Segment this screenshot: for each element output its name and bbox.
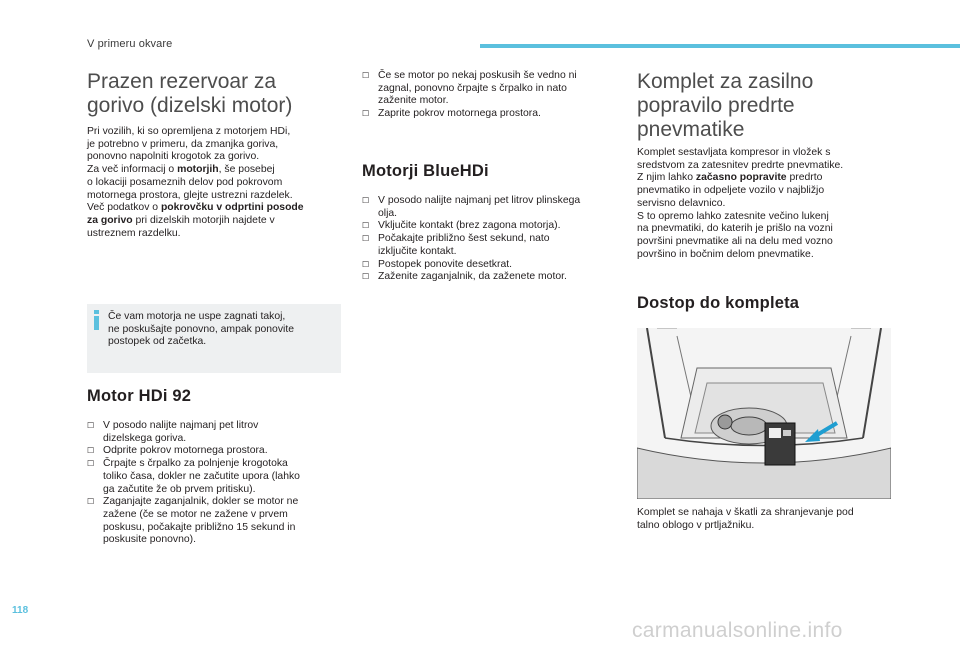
intro-paragraph bbox=[87, 126, 347, 240]
text-line: je potrebno v primeru, da zmanjka goriva, bbox=[87, 138, 279, 150]
text: V posodo nalijte najmanj pet litrov plinskega bbox=[378, 195, 581, 206]
trunk-kit-illustration bbox=[637, 328, 891, 499]
list-item bbox=[87, 496, 347, 547]
text-line: servisno delavnico. bbox=[637, 197, 726, 209]
text-line: Komplet sestavljata kompresor in vložek s bbox=[637, 147, 831, 158]
section-header: V primeru okvare bbox=[87, 38, 173, 50]
text-line: pnevmatiko in odpeljete vozilo v najbližjo bbox=[637, 185, 825, 197]
info-icon bbox=[90, 310, 104, 330]
list-item bbox=[362, 233, 627, 258]
info-text bbox=[108, 311, 333, 349]
list-item bbox=[362, 70, 627, 108]
list-item bbox=[362, 195, 627, 220]
text-line: Če vam motorja ne uspe zagnati takoj, bbox=[108, 311, 286, 322]
text: Zaženite zaganjalnik, da zaženete motor. bbox=[378, 271, 567, 283]
list-item bbox=[362, 220, 627, 233]
page-number: 118 bbox=[12, 605, 29, 616]
text: Zaprite pokrov motornega prostora. bbox=[378, 108, 541, 120]
text-line: Pri vozilih, ki so opremljena z motorjem HDi, bbox=[87, 126, 291, 137]
text: Če se motor po nekaj poskusih še vedno ni bbox=[378, 70, 577, 81]
list-item bbox=[362, 108, 627, 121]
checkbox-bullet-icon: ☐ bbox=[87, 446, 95, 456]
list-item bbox=[87, 458, 347, 496]
text: zagnal, ponovno črpajte s črpalko in nato bbox=[378, 82, 567, 94]
text: Z njim lahko bbox=[637, 172, 696, 184]
list-item bbox=[87, 420, 347, 445]
text-line: ne poskušajte ponovno, ampak ponovite bbox=[108, 323, 295, 335]
text: , še posebej bbox=[218, 164, 275, 176]
bold-link: motorjih bbox=[177, 164, 219, 176]
title-line: popravilo predrte bbox=[637, 94, 795, 117]
checkbox-bullet-icon: ☐ bbox=[87, 421, 95, 430]
text: pri dizelskih motorjih najdete v bbox=[132, 214, 275, 226]
text-line bbox=[87, 164, 347, 177]
bluehdi-steps-list bbox=[362, 195, 627, 284]
text: poskusite ponovno). bbox=[103, 534, 196, 546]
repair-kit-title bbox=[637, 70, 897, 142]
bold-text: začasno popravite bbox=[695, 172, 787, 184]
checkbox-bullet-icon: ☐ bbox=[362, 221, 370, 231]
header-accent-bar bbox=[480, 44, 960, 48]
text: ga začutite že ob prvem pritisku). bbox=[103, 483, 256, 495]
text: zažene (če se motor ne zažene v prvem bbox=[103, 508, 288, 520]
text: Za več informacij o bbox=[87, 164, 178, 176]
text: zaženite motor. bbox=[378, 95, 449, 107]
text: V posodo nalijte najmanj pet litrov bbox=[103, 420, 259, 431]
text: poskusu, počakajte približno 15 sekund in bbox=[103, 521, 296, 533]
bold-link: pokrovčku v odprtini posode bbox=[160, 202, 304, 214]
text-line: na pnevmatiki, do katerih je prišlo na vozni bbox=[637, 223, 833, 235]
checkbox-bullet-icon: ☐ bbox=[362, 109, 370, 119]
list-item bbox=[87, 445, 347, 458]
text: Zaganjajte zaganjalnik, dokler se motor ne bbox=[103, 496, 299, 508]
hdi-steps-list bbox=[87, 420, 347, 547]
watermark: carmanualsonline.info bbox=[632, 619, 843, 642]
text-line: Komplet se nahaja v škatli za shranjevanje pod bbox=[637, 507, 854, 518]
photo-caption bbox=[637, 507, 897, 532]
text: olja. bbox=[378, 207, 398, 219]
checkbox-bullet-icon: ☐ bbox=[87, 497, 95, 507]
checkbox-bullet-icon: ☐ bbox=[362, 234, 370, 244]
text-line bbox=[637, 172, 897, 185]
text-line bbox=[87, 215, 347, 228]
bluehdi-title: Motorji BlueHDi bbox=[362, 162, 489, 180]
text-line: sredstvom za zatesnitev predrte pnevmatike. bbox=[637, 159, 844, 171]
title-line: gorivo (dizelski motor) bbox=[87, 94, 293, 117]
text-line: površini pnevmatike ali na delu med vozno bbox=[637, 235, 833, 247]
text: Črpajte s črpalko za polnjenje krogotoka bbox=[103, 458, 288, 470]
text: Več podatkov o bbox=[87, 202, 161, 214]
title-line: pnevmatike bbox=[637, 118, 745, 141]
text-line: S to opremo lahko zatesnite večino lukenj bbox=[637, 210, 829, 222]
text-line: postopek od začetka. bbox=[108, 336, 207, 348]
text: predrto bbox=[786, 172, 823, 184]
title-line: Komplet za zasilno bbox=[637, 70, 814, 93]
text-line: ustreznem razdelku. bbox=[87, 227, 181, 239]
checkbox-bullet-icon: ☐ bbox=[362, 272, 370, 282]
text-line: ponovno napolniti krogotok za gorivo. bbox=[87, 151, 260, 163]
empty-tank-title bbox=[87, 70, 347, 118]
checkbox-bullet-icon: ☐ bbox=[362, 259, 370, 269]
text-line: o lokaciji posameznih delov pod pokrovom bbox=[87, 176, 283, 188]
text: Vključite kontakt (brez zagona motorja). bbox=[378, 220, 561, 232]
list-item bbox=[362, 259, 627, 272]
checkbox-bullet-icon: ☐ bbox=[362, 71, 370, 80]
hdi-steps-continued bbox=[362, 70, 627, 121]
text-line bbox=[87, 202, 347, 215]
text: Počakajte približno šest sekund, nato bbox=[378, 233, 550, 245]
text-line: talno oblogo v prtljažniku. bbox=[637, 519, 755, 531]
text: Postopek ponovite desetkrat. bbox=[378, 258, 513, 270]
repair-kit-paragraph bbox=[637, 147, 897, 261]
kit-access-title: Dostop do kompleta bbox=[637, 294, 800, 312]
text: Odprite pokrov motornega prostora. bbox=[103, 445, 268, 457]
trunk-drawing bbox=[637, 328, 891, 499]
title-line: Prazen rezervoar za bbox=[87, 70, 277, 93]
motor-hdi-title: Motor HDi 92 bbox=[87, 387, 192, 405]
text: dizelskega goriva. bbox=[103, 432, 187, 444]
list-item bbox=[362, 271, 627, 284]
text: izključite kontakt. bbox=[378, 245, 457, 257]
checkbox-bullet-icon: ☐ bbox=[87, 459, 95, 469]
checkbox-bullet-icon: ☐ bbox=[362, 196, 370, 205]
text-line: motornega prostora, glejte ustrezni razdelek. bbox=[87, 189, 293, 201]
bold-link: za gorivo bbox=[87, 214, 133, 226]
text: toliko časa, dokler ne začutite upora (lahko bbox=[103, 470, 300, 482]
text-line: površino in bočnim delom pnevmatike. bbox=[637, 248, 814, 260]
